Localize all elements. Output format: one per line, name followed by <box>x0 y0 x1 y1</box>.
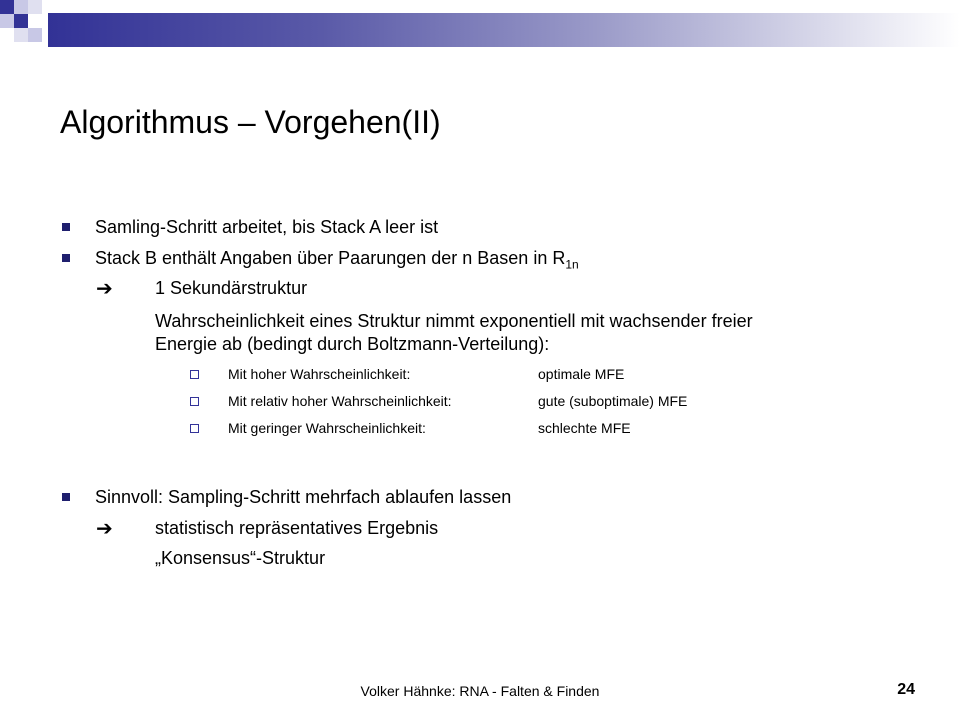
arrow-icon: ➔ <box>96 516 113 540</box>
sub-bullet-box-3 <box>190 424 199 433</box>
bullet-text-1: Samling-Schritt arbeitet, bis Stack A leer ist <box>95 217 439 237</box>
header-square-dark-1 <box>0 0 14 14</box>
page-number: 24 <box>897 681 915 698</box>
bullet-marker-1 <box>62 223 70 231</box>
footer-text: Volker Hähnke: RNA - Falten & Finden <box>360 683 600 699</box>
arrow-icon: ➔ <box>96 276 113 300</box>
header-square-light-2 <box>0 14 14 28</box>
bullet-marker-3 <box>62 493 70 501</box>
slide-title: Algorithmus – Vorgehen(II) <box>60 104 441 140</box>
bullet-text-2-subscript: 1n <box>565 257 579 272</box>
bullet-text-2 <box>95 246 579 277</box>
header-square-light-4 <box>28 0 42 14</box>
bullet-marker-2 <box>62 254 70 262</box>
sub-item-value-2: gute (suboptimale) MFE <box>538 393 688 409</box>
sub-item-label-3: Mit geringer Wahrscheinlichkeit: <box>228 420 426 436</box>
probability-text-line-2: Energie ab (bedingt durch Boltzmann-Verteilung): <box>155 334 550 354</box>
sub-item-label-2: Mit relativ hoher Wahrscheinlichkeit: <box>228 393 452 409</box>
sub-item-value-1: optimale MFE <box>538 366 625 382</box>
header-gradient-bar <box>48 13 960 47</box>
sub-item-value-3: schlechte MFE <box>538 420 631 436</box>
bullet-text-3: Sinnvoll: Sampling-Schritt mehrfach ablaufen lassen <box>95 487 512 507</box>
result-consensus: „Konsensus“-Struktur <box>155 548 326 568</box>
sub-bullet-box-1 <box>190 370 199 379</box>
header-square-light-3 <box>28 28 42 42</box>
sub-item-label-1: Mit hoher Wahrscheinlichkeit: <box>228 366 411 382</box>
header-square-light-1 <box>14 0 28 14</box>
header-square-dark-2 <box>14 14 28 28</box>
result-secondary-structure: 1 Sekundärstruktur <box>155 278 308 298</box>
bullet-text-2-main: Stack B enthält Angaben über Paarungen der n Basen in R <box>95 248 566 268</box>
header-square-light-5 <box>14 28 28 42</box>
sub-bullet-box-2 <box>190 397 199 406</box>
result-statistical: statistisch repräsentatives Ergebnis <box>155 518 439 538</box>
probability-text-line-1: Wahrscheinlichkeit eines Struktur nimmt exponentiell mit wachsender freier <box>155 311 753 331</box>
